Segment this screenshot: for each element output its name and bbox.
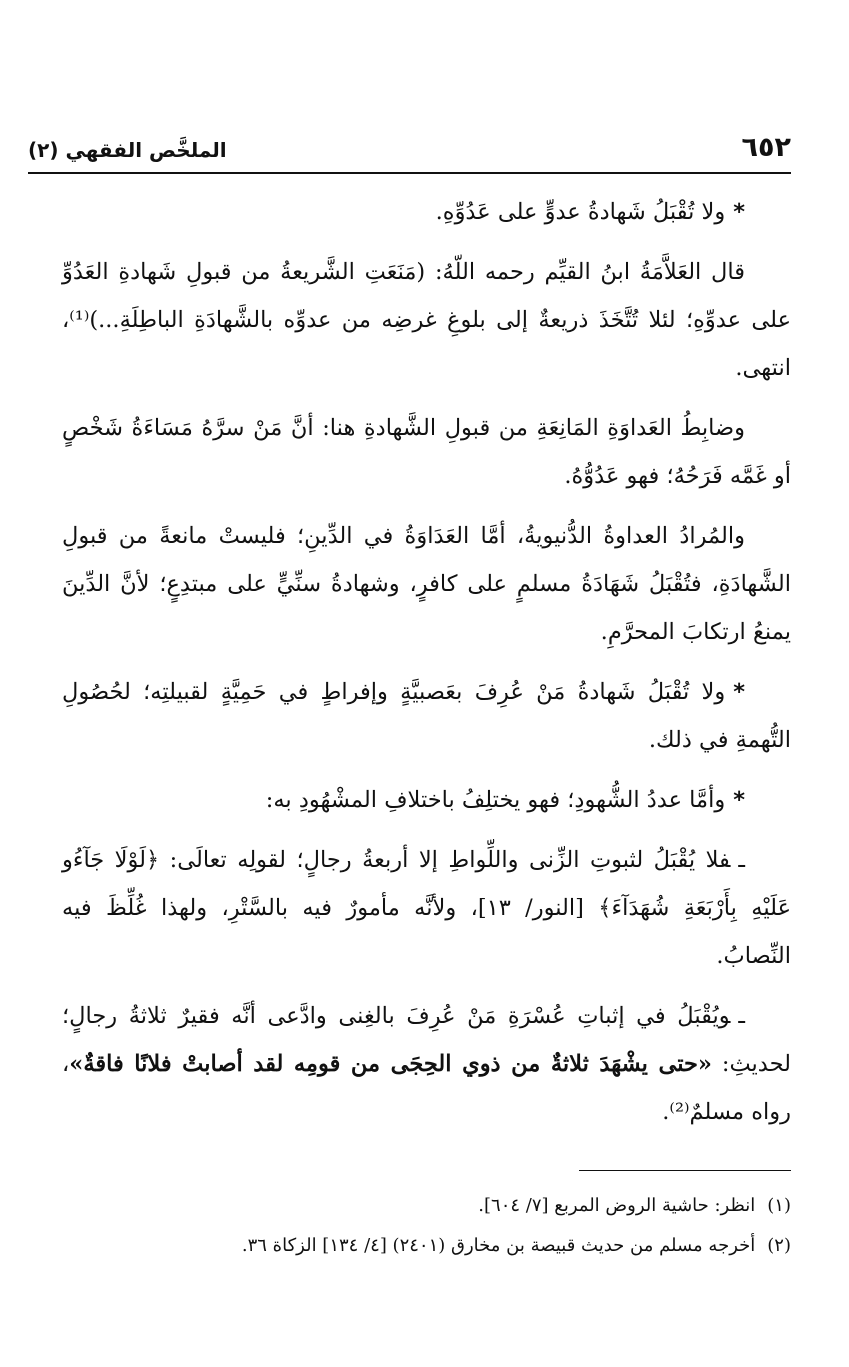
dash-bullet: ـ	[738, 1003, 745, 1029]
footnotes	[62, 1186, 791, 1266]
asterisk-bullet: *	[733, 787, 745, 813]
paragraph	[62, 776, 791, 824]
page-header	[28, 128, 791, 174]
paragraph-text: وضابِطُ العَداوَةِ المَانِعَةِ من قبولِ الشَّهادةِ هنا: أنَّ مَنْ سرَّهُ مَسَاءَةُ شَخْصٍ أو غَمَّه فَرَحُهُ؛ فهو عَدُوُّهُ.	[62, 415, 791, 489]
paragraph	[62, 248, 791, 392]
paragraph	[62, 512, 791, 656]
paragraph-text: ولا تُقْبَلُ شَهادةُ مَنْ عُرِفَ بعَصبيَّةٍ وإفراطٍ في حَمِيَّةٍ لقبيلتِه؛ لحُصُولِ التُّهمةِ في ذلك.	[62, 679, 791, 753]
hadith-quote: «حتى يشْهَدَ ثلاثةٌ من ذوي الحِجَى من قومِه لقد أصابتْ فلانًا فاقةٌ»	[69, 1051, 712, 1077]
footnote	[62, 1186, 791, 1226]
footnote-text: أخرجه مسلم من حديث قبيصة بن مخارق (٢٤٠١) [٤/ ١٣٤] الزكاة ٣٦.	[241, 1235, 756, 1256]
footnote-separator	[579, 1170, 791, 1171]
asterisk-bullet: *	[733, 679, 745, 705]
paragraph-text: قال العَلاَّمَةُ ابنُ القيِّم رحمه اللّهُ: (مَنَعَتِ الشَّريعةُ من قبولِ شَهادةِ العَدُوِّ على عدوِّهِ؛ لئلا تُتَّخَذَ ذريعةٌ إلى بلوغِ غرضِه من عدوِّه بالشَّهادَةِ الباطِلَةِ...)⁽¹⁾، انتهى.	[62, 259, 791, 381]
paragraph	[62, 668, 791, 764]
book-title: الملخَّص الفقهي (٢)	[28, 138, 227, 162]
paragraph	[62, 836, 791, 980]
footnote	[62, 1226, 791, 1266]
footnote-number: (١)	[767, 1195, 791, 1216]
paragraph-text: وأمَّا عددُ الشُّهودِ؛ فهو يختلِفُ باختلافِ المشْهُودِ به:	[265, 787, 726, 813]
page-number: ٦٥٢	[741, 132, 791, 163]
paragraph-tail: ، رواه مسلمٌ⁽²⁾.	[62, 1051, 791, 1125]
paragraph-text: فلا يُقْبَلُ لثبوتِ الزِّنى واللِّواطِ إلا أربعةُ رجالٍ؛ لقولِه تعالَى: ﴿لَوْلَا جَآءُو عَلَيْهِ بِأَرْبَعَةِ شُهَدَآءَ﴾ [النور/ ١٣]، ولأنَّه مأمورٌ فيه بالسَّتْرِ، ولهذا غُلِّظَ فيه النِّصابُ.	[62, 847, 791, 969]
footnote-text: انظر: حاشية الروض المربع [٧/ ٦٠٤].	[478, 1195, 756, 1216]
paragraph	[62, 992, 791, 1136]
paragraph-text: ويُقْبَلُ في إثباتِ عُسْرَةِ مَنْ عُرِفَ بالغِنى وادَّعى أنَّه فقيرٌ ثلاثةُ رجالٍ؛ لحديثِ:	[62, 1003, 792, 1077]
paragraph-text: ولا تُقْبَلُ شَهادةُ عدوٍّ على عَدُوِّهِ.	[435, 199, 726, 225]
main-text	[62, 188, 791, 1148]
footnote-number: (٢)	[767, 1235, 791, 1256]
dash-bullet: ـ	[738, 847, 745, 873]
paragraph-text: والمُرادُ العداوةُ الدُّنيويةُ، أمَّا العَدَاوَةُ في الدِّينِ؛ فليستْ مانعةً من قبولِ الشَّهادَةِ، فتُقْبَلُ شَهَادَةُ مسلمٍ على كافرٍ، وشهادةُ سنِّيٍّ على مبتدِعٍ؛ لأنَّ الدِّينَ يمنعُ ارتكابَ المحرَّمِ.	[62, 523, 791, 645]
asterisk-bullet: *	[733, 199, 745, 225]
paragraph	[62, 188, 791, 236]
paragraph	[62, 404, 791, 500]
